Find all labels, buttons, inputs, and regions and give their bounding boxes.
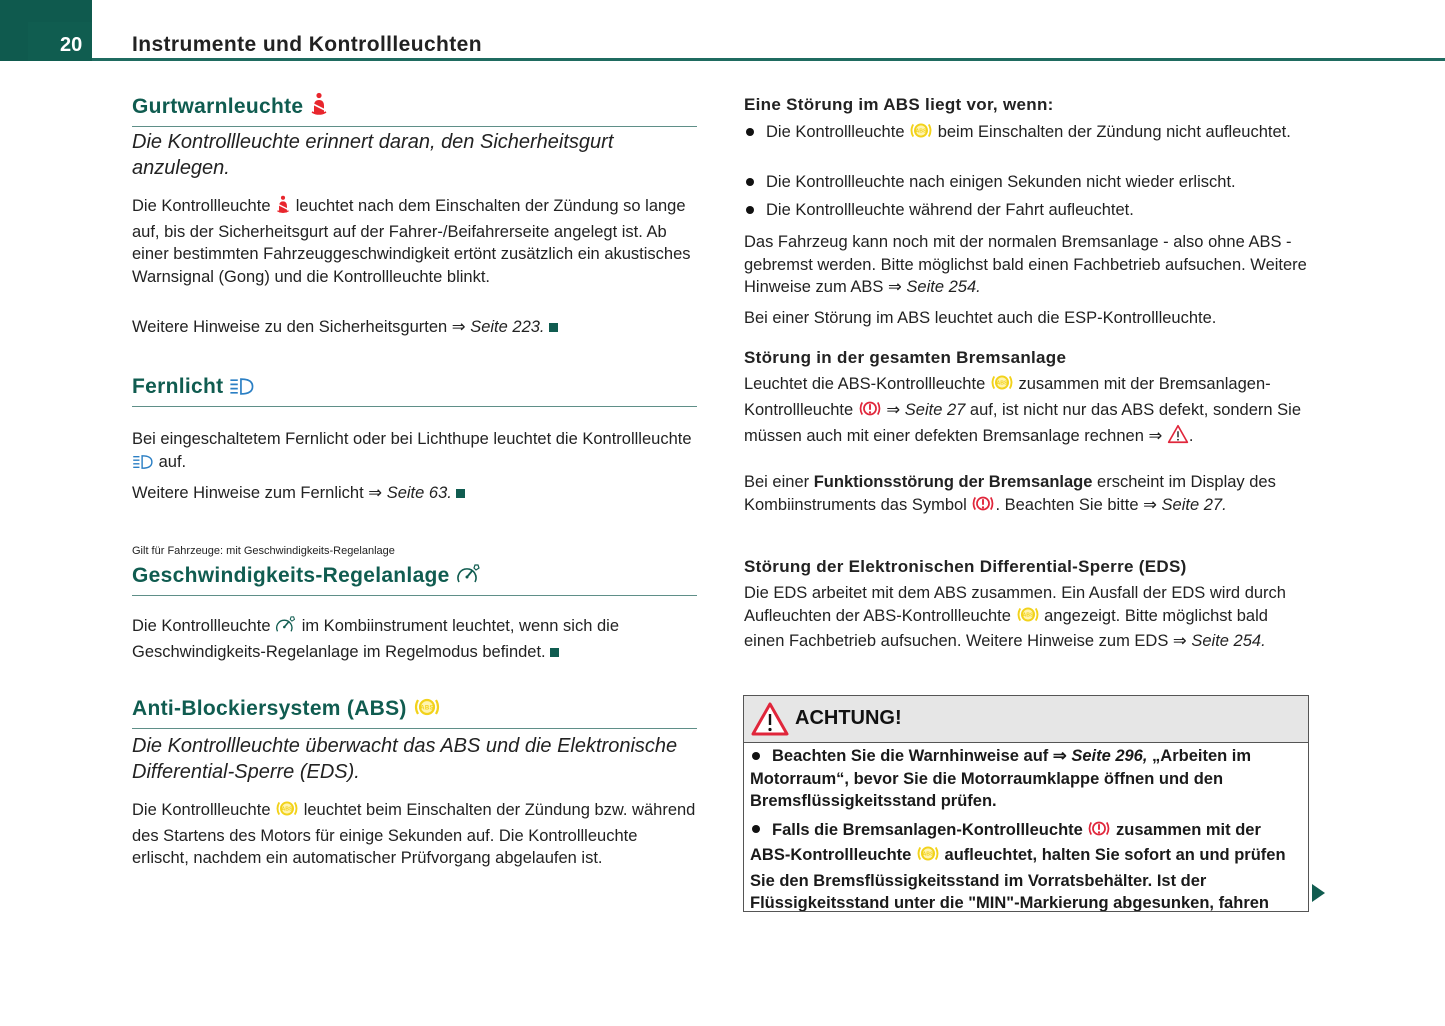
text: Die Kontrollleuchte nach einigen Sekunden nicht wieder erlischt. <box>766 173 1236 191</box>
abs-icon <box>275 799 299 825</box>
highbeam-reference <box>132 482 697 505</box>
text: erscheint im Display des Kombiinstruments das Symbol <box>744 473 1276 514</box>
seatbelt-lead: Die Kontrollleuchte erinnert daran, den Sicherheitsgurt anzulegen. <box>132 131 614 179</box>
page-link[interactable]: Seite 254. <box>906 278 981 296</box>
text: leuchtet beim Einschalten der Zündung bzw. während des Startens des Motors für einige Sekunden auf. Die Kontrollleuchte erlischt, nachdem ein automatischer Prüfvorgang abgelaufen ist. <box>132 801 696 867</box>
continue-arrow-icon <box>1312 884 1325 902</box>
text: Die Kontrollleuchte <box>132 197 271 215</box>
bullet-icon <box>746 128 754 136</box>
applies-to-note: Gilt für Fahrzeuge: mit Geschwindigkeits-Regelanlage <box>132 545 395 557</box>
list-item <box>744 199 1314 222</box>
header-rule <box>92 58 1445 61</box>
text: Funktionsstörung der Bremsanlage <box>813 473 1093 491</box>
section-title-text: Fernlicht <box>132 375 224 398</box>
page-link[interactable]: Seite 296, <box>1071 747 1148 765</box>
warning-body <box>744 743 1308 912</box>
section-title-text: Anti-Blockiersystem (ABS) <box>132 697 407 720</box>
seatbelt-warning-icon <box>275 195 291 221</box>
section-end-marker <box>456 489 465 498</box>
page-link[interactable]: Seite 27. <box>1161 495 1227 514</box>
text: Die Kontrollleuchte <box>132 801 271 819</box>
text: Leuchtet die ABS-Kontrollleuchte <box>744 375 986 393</box>
text: auf. <box>158 452 187 471</box>
section-end-marker <box>549 323 558 332</box>
eds-fault-paragraph <box>744 582 1309 653</box>
subheading-brake-fault: Störung in der gesamten Bremsanlage <box>744 348 1067 367</box>
bullet-icon <box>752 752 760 760</box>
page-number: 20 <box>60 34 83 56</box>
text: angezeigt. Bitte möglichst bald einen Fachbetrieb aufsuchen. Weitere Hinweise zum EDS ⇒ <box>744 606 1268 650</box>
warning-item <box>750 745 1302 813</box>
text: im Kombiinstrument leuchtet, wenn sich die Geschwindigkeits-Regelanlage im Regelmodus befindet. <box>132 617 619 661</box>
seatbelt-paragraph <box>132 195 697 288</box>
text: Die EDS arbeitet mit dem ABS zusammen. Ein Ausfall der EDS wird durch Aufleuchten der ABS-Kontrollleuchte <box>744 584 1286 625</box>
text: Bei einer <box>744 473 810 491</box>
text: Die Kontrollleuchte <box>766 123 905 141</box>
brake-malfunction-paragraph <box>744 471 1309 519</box>
cruise-control-icon <box>275 615 297 641</box>
abs-icon <box>413 696 441 724</box>
brake-warning-icon <box>971 494 995 520</box>
brake-warning-icon <box>1087 819 1111 845</box>
seatbelt-reference <box>132 316 697 339</box>
warning-triangle-icon <box>750 701 790 742</box>
highbeam-paragraph <box>132 428 697 476</box>
text: auf, ist nicht nur das ABS defekt, sondern Sie müssen auch mit einer defekten Bremsanlage rechnen ⇒ <box>744 400 1302 445</box>
text: Die Kontrollleuchte <box>132 617 271 635</box>
list-item <box>744 171 1314 194</box>
subheading-eds-fault: Störung der Elektronischen Differential-Sperre (EDS) <box>744 557 1187 576</box>
text: Die Kontrollleuchte während der Fahrt aufleuchtet. <box>766 201 1134 219</box>
text: . Beachten Sie bitte ⇒ <box>995 495 1157 514</box>
text: Falls die Bremsanlagen-Kontrollleuchte <box>772 820 1083 839</box>
abs-icon <box>909 121 933 147</box>
abs-paragraph <box>132 799 697 870</box>
bullet-icon <box>746 206 754 214</box>
text: aufleuchtet, halten Sie sofort an und prüfen Sie den Bremsflüssigkeitsstand im Vorratsbehälter. Ist der Flüssigkeitsstand unter die "MIN"-Markierung abgesunken, fahren <box>750 846 1286 912</box>
warning-box <box>743 695 1309 912</box>
section-title-abs <box>132 696 697 729</box>
cruise-control-icon <box>456 563 482 591</box>
section-title-cruise <box>132 563 697 596</box>
text: zusammen mit der Bremsanlagen-Kontrollleuchte <box>744 375 1271 419</box>
abs-fault-paragraph <box>744 231 1309 299</box>
abs-icon <box>1016 605 1040 631</box>
seatbelt-warning-icon <box>309 92 329 122</box>
text: leuchtet nach dem Einschalten der Zündung so lange auf, bis der Sicherheitsgurt auf der Fahrer-/Beifahrerseite angelegt ist. Ab einer bestimmten Fahrzeuggeschwindigkeit ertönt zusätzlich ein akustisches Warnsignal (Gong) und die Kontrollleuchte blinkt. <box>132 197 691 286</box>
high-beam-icon <box>229 377 255 402</box>
page-link[interactable]: Seite 223. <box>470 318 545 336</box>
section-title-seatbelt <box>132 92 697 127</box>
page-link[interactable]: Seite 27 <box>904 400 966 419</box>
subheading-abs-fault: Eine Störung im ABS liegt vor, wenn: <box>744 95 1054 114</box>
esp-note: Bei einer Störung im ABS leuchtet auch die ESP-Kontrollleuchte. <box>744 309 1217 327</box>
text: beim Einschalten der Zündung nicht aufleuchtet. <box>937 123 1291 141</box>
text: Bei eingeschaltetem Fernlicht oder bei Lichthupe leuchtet die Kontrollleuchte <box>132 430 692 448</box>
section-title-text: Geschwindigkeits-Regelanlage <box>132 564 450 587</box>
text: Beachten Sie die Warnhinweise auf ⇒ <box>772 747 1067 765</box>
abs-lead: Die Kontrollleuchte überwacht das ABS und die Elektronische Differential-Sperre (EDS). <box>132 735 678 783</box>
warning-item <box>750 819 1302 913</box>
abs-icon <box>916 844 940 870</box>
page-link[interactable]: Seite 63. <box>386 484 452 502</box>
high-beam-icon <box>132 454 154 477</box>
page-link[interactable]: Seite 254. <box>1191 632 1266 650</box>
warning-header <box>744 696 1308 743</box>
section-end-marker <box>550 648 559 657</box>
text: Das Fahrzeug kann noch mit der normalen Bremsanlage - also ohne ABS - gebremst werden. Bitte möglichst bald einen Fachbetrieb aufsuchen. Weitere Hinweise zum ABS ⇒ <box>744 233 1307 296</box>
text: Weitere Hinweise zum Fernlicht ⇒ <box>132 484 383 502</box>
cruise-paragraph <box>132 615 697 663</box>
text: zusammen mit der ABS-Kontrollleuchte <box>750 820 1261 864</box>
brake-warning-icon <box>858 399 882 425</box>
brake-fault-paragraph: Leuchtet die ABS-Kontrollleuchte zusammen mit der Bremsanlagen-Kontrollleuchte ⇒ Seite 27 auf, ist nicht nur das ABS defekt, sondern Sie müssen auch mit einer defekten Bremsanlage rechnen ⇒ . <box>744 373 1309 451</box>
section-title-highbeam <box>132 375 697 407</box>
list-item <box>744 121 1314 147</box>
abs-icon <box>990 373 1014 399</box>
running-title: Instrumente und Kontrollleuchten <box>132 33 482 56</box>
warning-title: ACHTUNG! <box>795 707 902 729</box>
text: „Arbeiten im Motorraum“, bevor Sie die Motorraumklappe öffnen und den Bremsflüssigkeitsstand prüfen. <box>750 747 1252 810</box>
warning-triangle-icon <box>1167 424 1189 451</box>
text: Weitere Hinweise zu den Sicherheitsgurten ⇒ <box>132 318 466 336</box>
bullet-icon <box>746 178 754 186</box>
section-title-text: Gurtwarnleuchte <box>132 95 304 118</box>
bullet-icon <box>752 825 760 833</box>
text: ⇒ <box>886 400 901 419</box>
